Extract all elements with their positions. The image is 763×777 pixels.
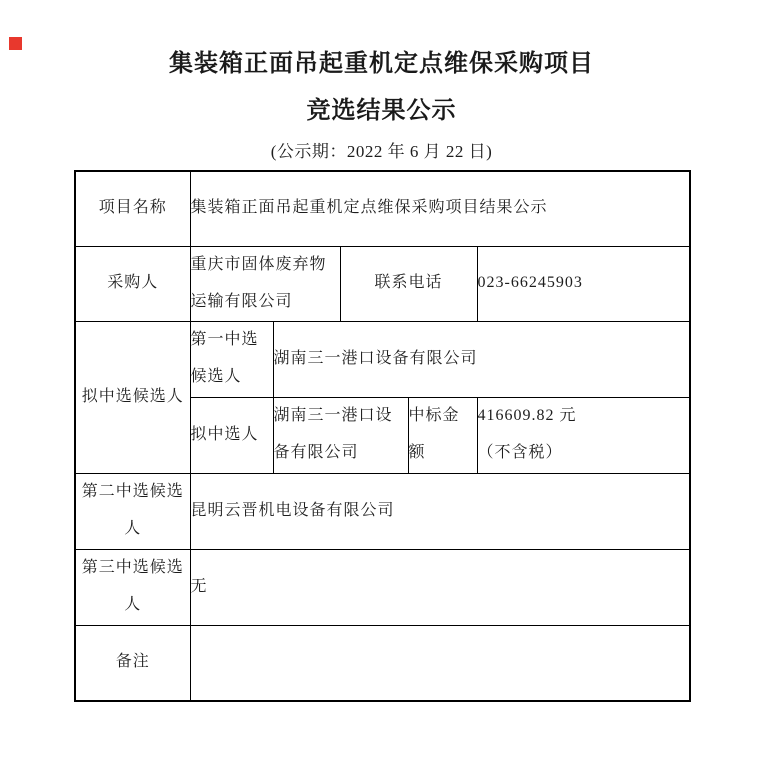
table-row-second-candidate [75, 473, 690, 549]
proposed-winner-value-line1: 湖南三一港口设 [273, 407, 393, 425]
document-title-line1: 集装箱正面吊起重机定点维保采购项目 [169, 51, 594, 77]
purchaser-value-cell [190, 246, 340, 321]
third-candidate-label-cell: 第三中选候选人 [75, 549, 190, 625]
first-candidate-label-line1: 第一中选 [190, 331, 259, 349]
bid-amount-value-line1: 416609.82 元 [477, 407, 577, 425]
contact-phone-label-cell: 联系电话 [340, 246, 477, 321]
proposed-winner-label-cell: 拟中选人 [190, 397, 273, 473]
remarks-label-cell: 备注 [75, 625, 190, 701]
publicity-period: (公示期：2022 年 6 月 22 日) [270, 142, 493, 161]
table-row-project-name [75, 171, 690, 246]
table-row-first-candidate [75, 321, 690, 397]
purchaser-value-line2: 运输有限公司 [190, 292, 293, 310]
proposed-winner-value-cell [273, 397, 408, 473]
proposed-winner-value-line2: 备有限公司 [273, 444, 359, 461]
project-name-value-cell: 集装箱正面吊起重机定点维保采购项目结果公示 [190, 171, 690, 246]
project-name-label-cell: 项目名称 [75, 171, 190, 246]
purchaser-label-cell: 采购人 [75, 246, 190, 321]
table-row-purchaser [75, 246, 690, 321]
first-candidate-label-line2: 候选人 [190, 368, 242, 385]
purchaser-value-line1: 重庆市固体废弃物 [190, 255, 327, 273]
second-candidate-value-cell: 昆明云晋机电设备有限公司 [190, 473, 690, 549]
contact-phone-value-cell: 023-66245903 [477, 246, 690, 321]
bid-amount-label-line2: 额 [408, 444, 426, 461]
bid-amount-label-cell [408, 397, 477, 473]
remarks-value-cell [190, 625, 690, 701]
first-candidate-value-cell: 湖南三一港口设备有限公司 [273, 321, 690, 397]
results-table [74, 170, 691, 702]
bid-amount-label-line1: 中标金 [408, 407, 460, 425]
bid-amount-value-cell [477, 397, 690, 473]
bid-amount-value-line2: （不含税） [477, 444, 563, 461]
second-candidate-label-cell: 第二中选候选人 [75, 473, 190, 549]
third-candidate-value-cell: 无 [190, 549, 690, 625]
table-row-third-candidate [75, 549, 690, 625]
table-row-remarks [75, 625, 690, 701]
first-candidate-label-cell [190, 321, 273, 397]
document-title-line2: 竞选结果公示 [306, 98, 457, 124]
candidates-group-label-cell: 拟中选候选人 [75, 321, 190, 473]
